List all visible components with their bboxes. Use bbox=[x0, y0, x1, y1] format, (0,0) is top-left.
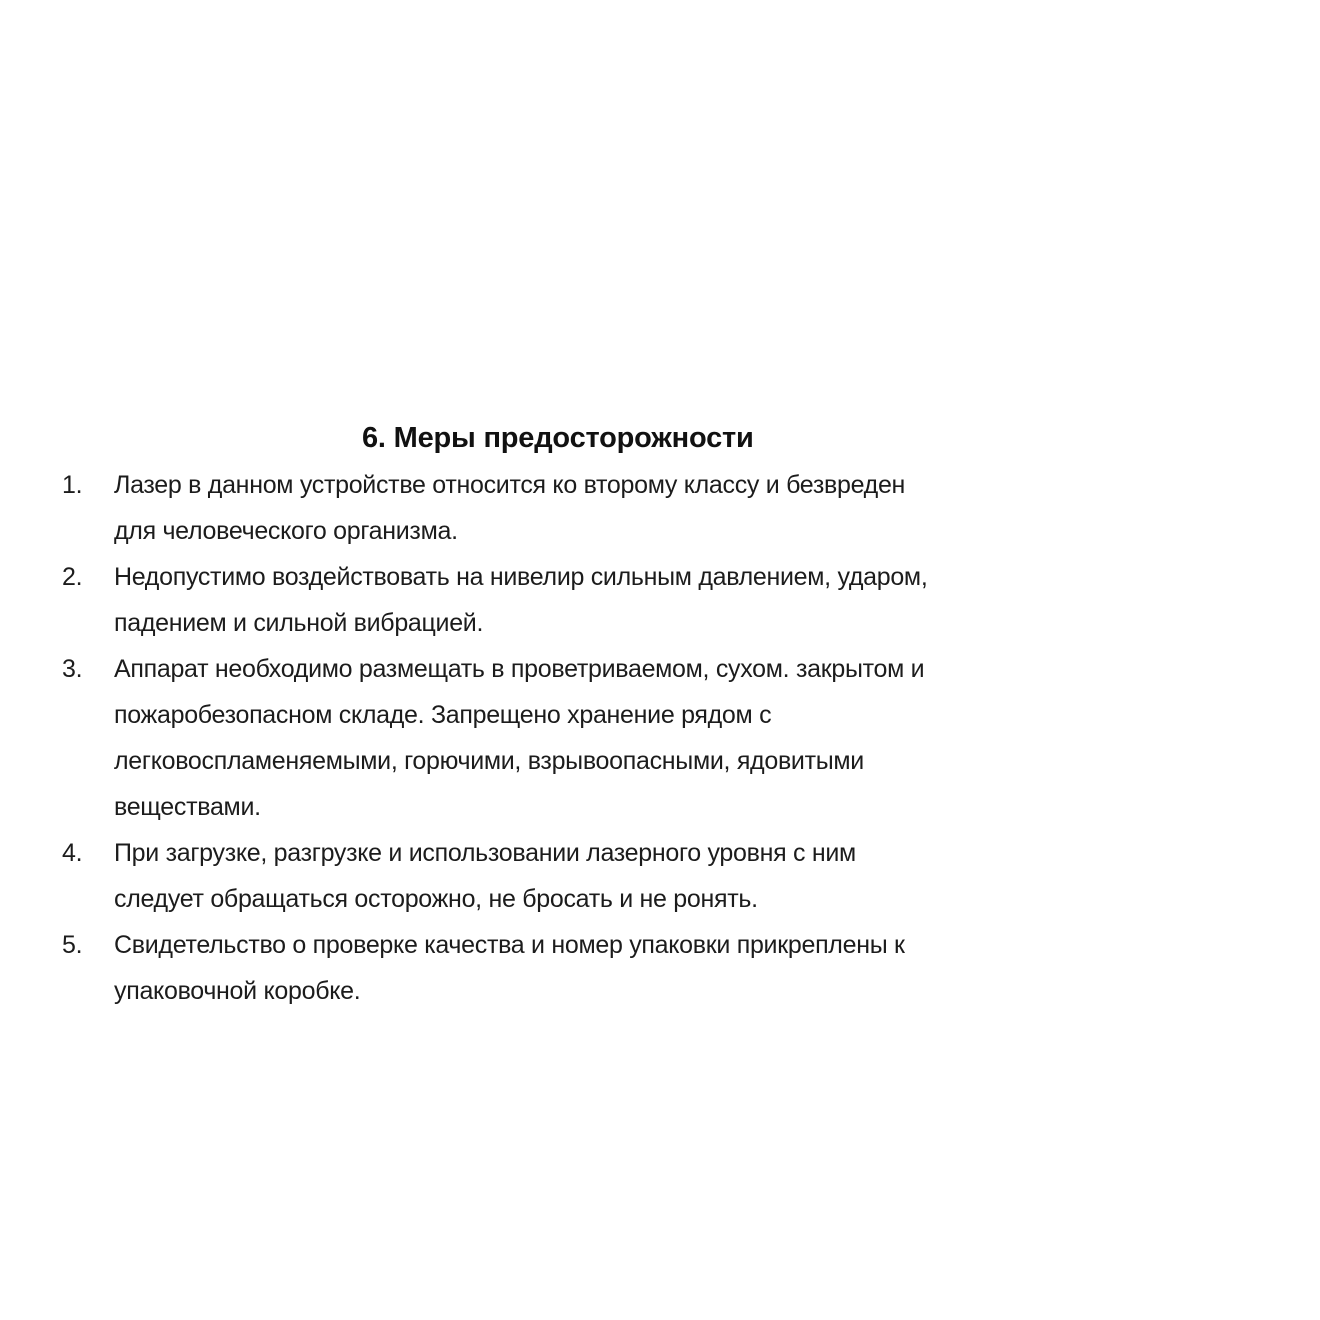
list-item-text bbox=[114, 462, 1224, 554]
list-item-text bbox=[114, 554, 1224, 646]
precautions-list bbox=[62, 462, 1242, 1014]
list-item-text bbox=[114, 646, 1224, 830]
list-item-line: веществами. bbox=[114, 793, 261, 821]
list-item-number: 5. bbox=[62, 931, 83, 959]
list-item bbox=[62, 646, 1242, 830]
list-item-line: Недопустимо воздействовать на нивелир сильным давлением, ударом, bbox=[114, 563, 928, 591]
list-item-line: Аппарат необходимо размещать в проветриваемом, сухом. закрытом и bbox=[114, 655, 925, 683]
list-item bbox=[62, 922, 1242, 1014]
list-item-line: Свидетельство о проверке качества и номер упаковки прикреплены к bbox=[114, 931, 905, 959]
list-item-line: следует обращаться осторожно, не бросать и не ронять. bbox=[114, 885, 758, 913]
list-item bbox=[62, 462, 1242, 554]
list-item-number: 2. bbox=[62, 563, 83, 591]
list-item-number: 1. bbox=[62, 471, 83, 499]
precautions-section bbox=[62, 414, 1242, 1014]
list-item bbox=[62, 554, 1242, 646]
list-item-line: упаковочной коробке. bbox=[114, 977, 361, 1005]
list-item-number: 4. bbox=[62, 839, 83, 867]
list-item-number: 3. bbox=[62, 655, 83, 683]
list-item bbox=[62, 830, 1242, 922]
list-item-text bbox=[114, 830, 1224, 922]
list-item-line: для человеческого организма. bbox=[114, 517, 458, 545]
section-heading: 6. Меры предосторожности bbox=[362, 422, 754, 454]
list-item-line: падением и сильной вибрацией. bbox=[114, 609, 484, 637]
list-item-line: легковоспламеняемыми, горючими, взрывоопасными, ядовитыми bbox=[114, 747, 864, 775]
list-item-line: пожаробезопасном складе. Запрещено хранение рядом с bbox=[114, 701, 772, 729]
list-item-text bbox=[114, 922, 1224, 1014]
list-item-line: При загрузке, разгрузке и использовании лазерного уровня с ним bbox=[114, 839, 856, 867]
list-item-line: Лазер в данном устройстве относится ко второму классу и безвреден bbox=[114, 471, 906, 499]
